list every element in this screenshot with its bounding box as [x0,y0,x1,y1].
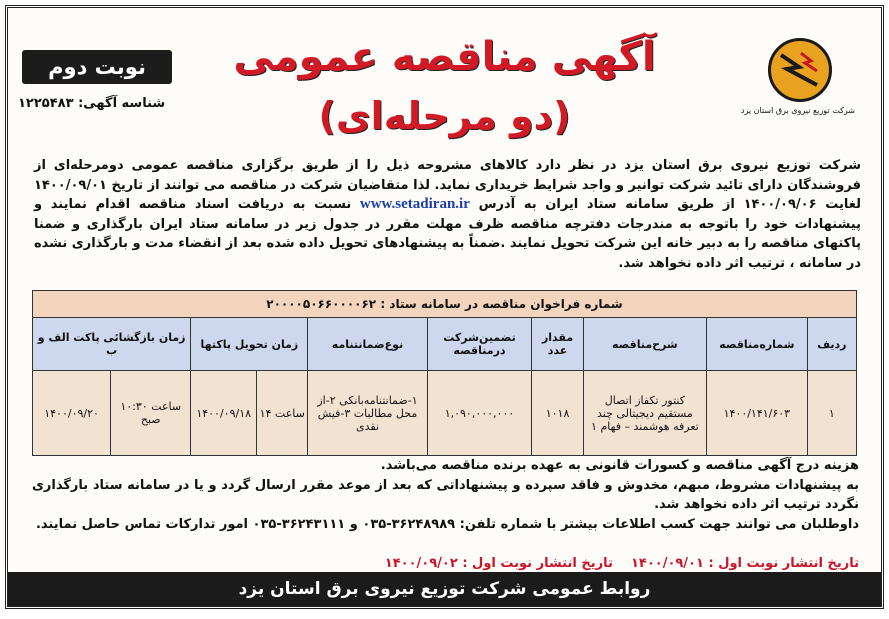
intro-paragraph [34,156,861,273]
intro-part-1: شرکت توزیع نیروی برق استان یزد در نظر دارد کالاهای مشروحه ذیل را از طریق برگزاری مناقصه عمومی دومرحله‌ای از فروشندگان دارای تائید شرکت توانیر و واجد شرایط خریداری نماید. لذا متقاضیان شرکت در مناقصه می توانند از تاریخ ۱۴۰۰/۰۹/۰۱ لغایت ۱۴۰۰/۰۹/۰۶ از طریق سامانه ستاد ایران به آدرس [34,158,861,212]
title-line-2: (دو مرحله‌ای) [318,94,571,138]
website-link[interactable]: www.setadiran.ir [359,196,470,212]
header-row-num: ردیف [807,318,856,371]
header-desc: شرح‌مناقصه [583,318,706,371]
cell-type: ۱-ضمانتنامه‌بانکی ۲-از محل مطالبات ۳-فیش نقدی [308,371,427,456]
cell-opening-date: ۱۴۰۰/۰۹/۲۰ [33,371,111,456]
cell-delivery-time: ساعت ۱۴ [257,371,308,456]
header-type: نوع‌ضمانتنامه [308,318,427,371]
cell-delivery-date: ۱۴۰۰/۰۹/۱۸ [191,371,257,456]
ad-id [18,96,165,111]
tender-notice [5,5,884,609]
cell-row-num: ۱ [807,371,856,456]
header-guarantee: تضمین‌شرکت درمناقصه [427,318,532,371]
ad-id-label: شناسه آگهی: [78,96,166,111]
round-badge: نوبت دوم [22,50,172,84]
table-header-row [33,318,857,371]
note-1: هزینه درج آگهی مناقصه و کسورات قانونی به عهده برنده مناقصه می‌باشد. [380,458,859,473]
cell-guarantee: ۱,۰۹۰,۰۰۰,۰۰۰ [427,371,532,456]
publication-dates [32,556,859,571]
call-number-value: ۲۰۰۰۰۵۰۶۶۰۰۰۰۶۲ [266,297,377,311]
cell-desc: کنتور تکفاز اتصال مستقیم دیجیتالی چند تعرفه هوشمند – فهام ۱ [583,371,706,456]
cell-number: ۱۴۰۰/۱۴۱/۶۰۳ [707,371,808,456]
second-date-label: تاریخ انتشار نوبت اول : [462,556,613,571]
call-number-label: شماره فراخوان مناقصه در سامانه ستاد : [380,297,623,311]
header-qty: مقدار عدد [532,318,583,371]
first-date-value: ۱۴۰۰/۰۹/۰۱ [630,556,704,571]
header-opening: زمان بازگشائی پاکت الف و ب [33,318,191,371]
intro-part-2: نسبت به دریافت اسناد مناقصه اقدام نمایند و پیشنهادات خود را باتوجه به مندرجات دفترچه مناقصه ظرف مهلت مقرر در جدول زیر در سامانه ستاد ایران بارگذاری و ضمنا پاکتهای مناقصه را به دبیر خانه این شرکت تحویل نمایند .ضمناً به پیشنهادهای تحویل داده شده بعد از انقضاء مدت و بارگذاری نشده در سامانه ، ترتیب اثر داده نخواهد شد. [33,197,861,271]
cell-opening-time: ساعت ۱۰:۳۰ صبح [111,371,191,456]
cell-qty: ۱۰۱۸ [532,371,583,456]
note-2: به پیشنهادات مشروط، مبهم، مخدوش و فاقد سپرده و پیشنهاداتی که بعد از موعد مقرر ارسال گردد و یا در سامانه ستاد بارگذاری نگردد ترتیب اثر داده نخواهد شد. [32,477,859,512]
table-row [33,371,857,456]
header-delivery: زمان تحویل پاکتها [191,318,308,371]
title-line-1: آگهی مناقصه عمومی [233,34,656,80]
tender-table [32,290,857,456]
logo-caption: شرکت توزیع نیروی برق استان یزد [740,106,855,115]
first-date-label: تاریخ انتشار نوبت اول : [708,556,859,571]
call-number-banner [32,290,857,317]
note-3: داوطلبان می توانند جهت کسب اطلاعات بیشتر با شماره تلفن: ۳۶۲۴۸۹۸۹-۰۳۵ و ۳۶۲۴۳۱۱۱-۰۳۵ امور تدارکات تماس حاصل نمایند. [35,516,859,532]
ad-id-value: ۱۲۲۵۴۸۳ [18,96,74,111]
second-date-value: ۱۴۰۰/۰۹/۰۲ [384,556,458,571]
notes [32,456,859,534]
footer-banner: روابط عمومی شرکت توزیع نیروی برق استان یزد [8,572,881,606]
header-number: شماره‌مناقصه [707,318,808,371]
